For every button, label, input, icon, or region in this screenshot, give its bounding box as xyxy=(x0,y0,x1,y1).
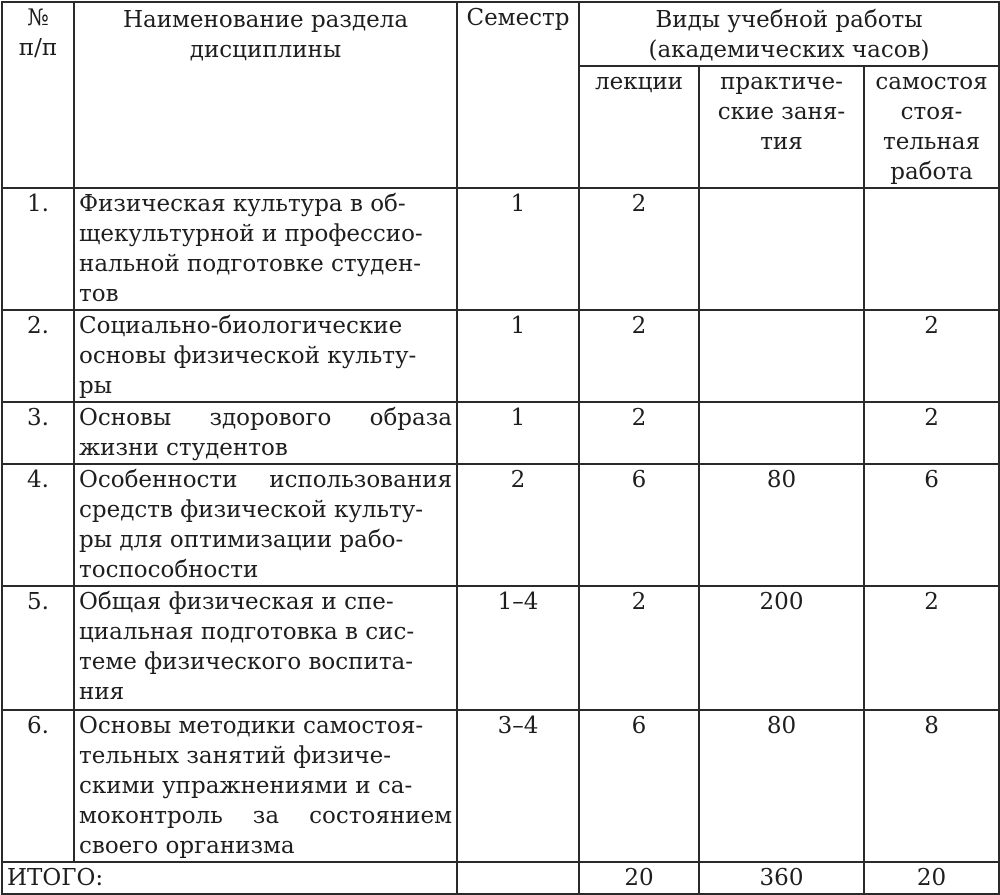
row-practice xyxy=(699,402,864,464)
row-section-name: Основы здорового образа жизни студентов xyxy=(74,402,457,464)
total-row xyxy=(2,862,999,894)
row-number: 4. xyxy=(2,464,74,586)
row-practice: 80 xyxy=(699,710,864,862)
row-lectures: 2 xyxy=(579,586,699,710)
header-semester: Семестр xyxy=(457,2,579,188)
total-self-study: 20 xyxy=(864,862,999,894)
row-section-name: Физическая культура в об- щекультурной и профессио- нальной подготовке студен- тов xyxy=(74,188,457,310)
header-work-types: Виды учебной работы (академических часов) xyxy=(579,2,999,66)
header-row-top xyxy=(2,2,999,66)
row-self-study: 6 xyxy=(864,464,999,586)
row-number: 1. xyxy=(2,188,74,310)
row-self-study: 2 xyxy=(864,586,999,710)
row-number: 6. xyxy=(2,710,74,862)
row-semester: 2 xyxy=(457,464,579,586)
row-practice xyxy=(699,188,864,310)
row-self-study xyxy=(864,188,999,310)
row-section-name: Основы методики самостоя- тельных занятий физиче- скими упражнениями и са- моконтроль за состоянием своего организма xyxy=(74,710,457,862)
row-lectures: 6 xyxy=(579,464,699,586)
row-lectures: 2 xyxy=(579,188,699,310)
row-semester: 1 xyxy=(457,402,579,464)
row-section-name: Особенности использования средств физической культу- ры для оптимизации рабо- тоспособности xyxy=(74,464,457,586)
total-practice: 360 xyxy=(699,862,864,894)
row-number: 5. xyxy=(2,586,74,710)
total-label: ИТОГО: xyxy=(2,862,457,894)
row-self-study: 8 xyxy=(864,710,999,862)
row-number: 3. xyxy=(2,402,74,464)
table-row xyxy=(2,188,999,310)
header-number: № п/п xyxy=(2,2,74,188)
row-semester: 1 xyxy=(457,188,579,310)
row-self-study: 2 xyxy=(864,310,999,402)
row-lectures: 2 xyxy=(579,402,699,464)
row-semester: 1–4 xyxy=(457,586,579,710)
row-practice: 80 xyxy=(699,464,864,586)
row-lectures: 6 xyxy=(579,710,699,862)
table-row xyxy=(2,310,999,402)
row-section-name: Социально-биологические основы физической культу- ры xyxy=(74,310,457,402)
row-semester: 1 xyxy=(457,310,579,402)
curriculum-table xyxy=(1,1,1000,895)
table-row xyxy=(2,402,999,464)
total-lectures: 20 xyxy=(579,862,699,894)
header-lectures: лекции xyxy=(579,66,699,188)
header-practice: практиче- ские заня- тия xyxy=(699,66,864,188)
header-section-name: Наименование раздела дисциплины xyxy=(74,2,457,188)
row-lectures: 2 xyxy=(579,310,699,402)
row-practice: 200 xyxy=(699,586,864,710)
row-section-name: Общая физическая и спе- циальная подготовка в сис- теме физического воспита- ния xyxy=(74,586,457,710)
table-row xyxy=(2,586,999,710)
header-self-study: самостоя стоя- тельная работа xyxy=(864,66,999,188)
table-row xyxy=(2,464,999,586)
row-number: 2. xyxy=(2,310,74,402)
row-practice xyxy=(699,310,864,402)
total-semester xyxy=(457,862,579,894)
table-row xyxy=(2,710,999,862)
row-self-study: 2 xyxy=(864,402,999,464)
row-semester: 3–4 xyxy=(457,710,579,862)
